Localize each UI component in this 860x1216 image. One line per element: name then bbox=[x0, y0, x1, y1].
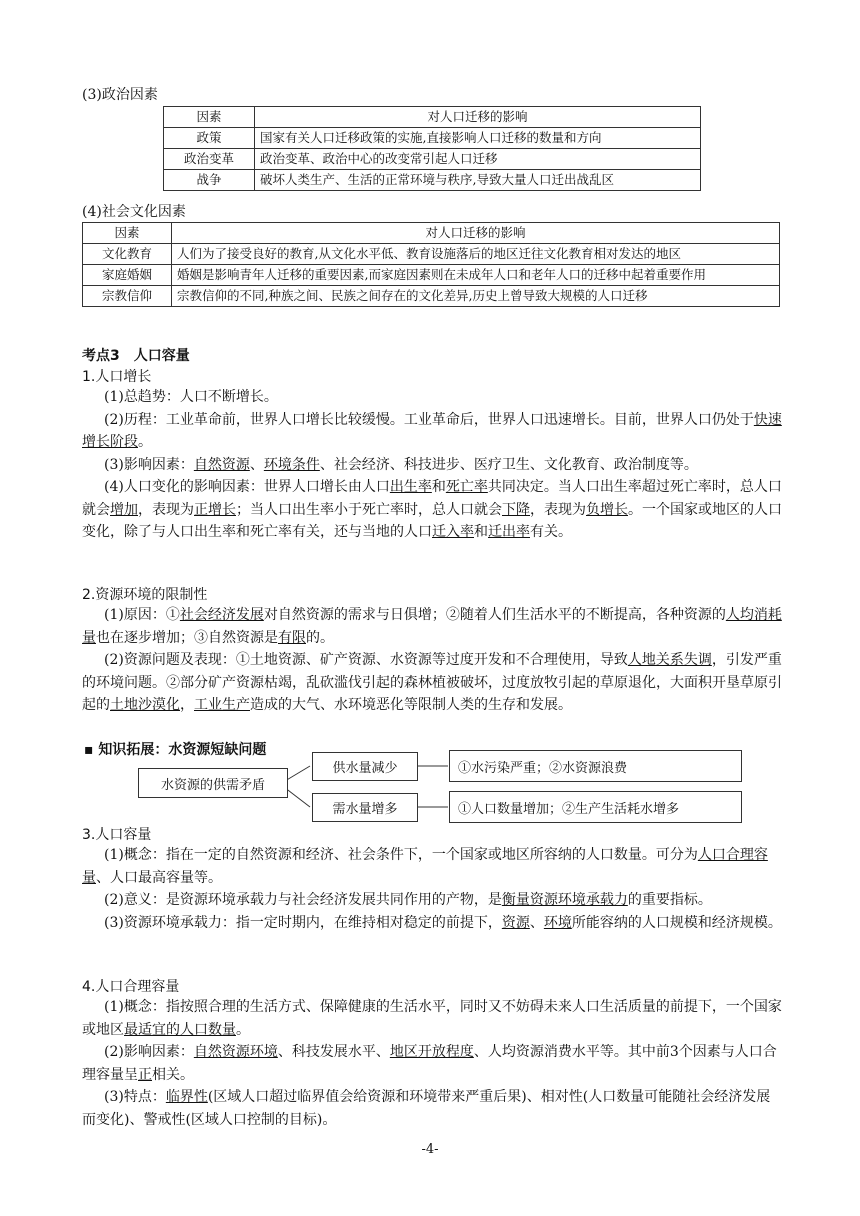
section-2-title: 2.资源环境的限制性 bbox=[82, 587, 208, 603]
section-3-title: 3.人口容量 bbox=[82, 827, 152, 843]
political-heading: (3)政治因素 bbox=[82, 87, 158, 103]
table-cell: 战争 bbox=[164, 170, 255, 191]
water-root-box: 水资源的供需矛盾 bbox=[138, 768, 288, 798]
table-cell: 政治变革 bbox=[164, 149, 255, 170]
paragraph: (2)历程：工业革命前，世界人口增长比较缓慢。工业革命后，世界人口迅速增长。目前，世界人口仍处于快速增长阶段。 bbox=[82, 411, 782, 450]
table-row bbox=[164, 170, 701, 191]
section-3-body bbox=[82, 844, 782, 934]
paragraph: (2)资源问题及表现：①土地资源、矿产资源、水资源等过度开发和不合理使用，导致人地关系失调，引发严重的环境问题。②部分矿产资源枯竭，乱砍滥伐引起的森林植被破坏，过度放牧引起的草原退化，大面积开垦草原引起的土地沙漠化，工业生产造成的大气、水环境恶化等限制人类的生存和发展。 bbox=[82, 652, 782, 713]
table-row bbox=[164, 107, 701, 128]
demand-box: 需水量增多 bbox=[312, 793, 418, 822]
paragraph: (4)人口变化的影响因素：世界人口增长由人口出生率和死亡率共同决定。当人口出生率超过死亡率时，总人口就会增加，表现为正增长；当人口出生率小于死亡率时，总人口就会下降，表现为负增长。一个国家或地区的人口变化，除了与人口出生率和死亡率有关，还与当地的人口迁入率和迁出率有关。 bbox=[82, 479, 782, 540]
paragraph: (1)概念：指按照合理的生活方式、保障健康的生活水平，同时又不妨碍未来人口生活质量的前提下，一个国家或地区最适宜的人口数量。 bbox=[82, 999, 782, 1038]
political-table bbox=[163, 106, 701, 191]
section-1-title: 1.人口增长 bbox=[82, 369, 152, 385]
table-header-cell: 因素 bbox=[164, 107, 255, 128]
table-row bbox=[83, 265, 780, 286]
paragraph: (3)特点：临界性(区域人口超过临界值会给资源和环境带来严重后果)、相对性(人口数量可能随社会经济发展而变化)、警戒性(区域人口控制的目标)。 bbox=[82, 1089, 771, 1128]
table-cell: 宗教信仰 bbox=[83, 286, 172, 307]
extension-title: ▪ 知识拓展：水资源短缺问题 bbox=[84, 742, 267, 758]
table-cell: 人们为了接受良好的教育,从文化水平低、教育设施落后的地区迁往文化教育相对发达的地区 bbox=[172, 244, 780, 265]
table-row bbox=[83, 223, 780, 244]
table-cell: 文化教育 bbox=[83, 244, 172, 265]
kaodian-title: 考点3 人口容量 bbox=[82, 348, 190, 364]
table-cell: 破坏人类生产、生活的正常环境与秩序,导致大量人口迁出战乱区 bbox=[255, 170, 701, 191]
table-row bbox=[164, 149, 701, 170]
section-4-body bbox=[82, 996, 782, 1131]
table-cell: 政策 bbox=[164, 128, 255, 149]
social-heading: (4)社会文化因素 bbox=[82, 204, 186, 220]
supply-box: 供水量减少 bbox=[312, 752, 418, 781]
paragraph: (1)总趋势：人口不断增长。 bbox=[104, 389, 278, 405]
table-cell: 宗教信仰的不同,种族之间、民族之间存在的文化差异,历史上曾导致大规模的人口迁移 bbox=[172, 286, 780, 307]
paragraph: (1)概念：指在一定的自然资源和经济、社会条件下，一个国家或地区所容纳的人口数量。可分为人口合理容量、人口最高容量等。 bbox=[82, 847, 768, 886]
paragraph: (2)意义：是资源环境承载力与社会经济发展共同作用的产物，是衡量资源环境承载力的重要指标。 bbox=[104, 892, 712, 908]
table-row bbox=[83, 286, 780, 307]
demand-causes-box: ①人口数量增加；②生产生活耗水增多 bbox=[449, 791, 742, 823]
social-table bbox=[82, 222, 780, 307]
paragraph: (1)原因：①社会经济发展对自然资源的需求与日俱增；②随着人们生活水平的不断提高，各种资源的人均消耗量也在逐步增加；③自然资源是有限的。 bbox=[82, 607, 782, 646]
table-cell: 婚姻是影响青年人迁移的重要因素,而家庭因素则在未成年人口和老年人口的迁移中起着重要作用 bbox=[172, 265, 780, 286]
paragraph: (2)影响因素：自然资源环境、科技发展水平、地区开放程度、人均资源消费水平等。其中前3个因素与人口合理容量呈正相关。 bbox=[82, 1044, 777, 1083]
table-row bbox=[83, 244, 780, 265]
section-2-body bbox=[82, 604, 782, 717]
paragraph: (3)资源环境承载力：指一定时期内，在维持相对稳定的前提下，资源、环境所能容纳的人口规模和经济规模。 bbox=[104, 914, 782, 931]
section-1-body bbox=[82, 386, 782, 544]
supply-causes-box: ①水污染严重；②水资源浪费 bbox=[449, 750, 742, 782]
table-cell: 政治变革、政治中心的改变常引起人口迁移 bbox=[255, 149, 701, 170]
table-cell: 家庭婚姻 bbox=[83, 265, 172, 286]
table-header-cell: 因素 bbox=[83, 223, 172, 244]
table-cell: 国家有关人口迁移政策的实施,直接影响人口迁移的数量和方向 bbox=[255, 128, 701, 149]
paragraph: (3)影响因素：自然资源、环境条件、社会经济、科技进步、医疗卫生、文化教育、政治制度等。 bbox=[104, 456, 698, 473]
table-header-cell: 对人口迁移的影响 bbox=[172, 223, 780, 244]
page-number: -4- bbox=[421, 1142, 439, 1157]
table-row bbox=[164, 128, 701, 149]
table-header-cell: 对人口迁移的影响 bbox=[255, 107, 701, 128]
section-4-title: 4.人口合理容量 bbox=[82, 979, 180, 995]
bullet-icon: ▪ bbox=[84, 742, 94, 758]
